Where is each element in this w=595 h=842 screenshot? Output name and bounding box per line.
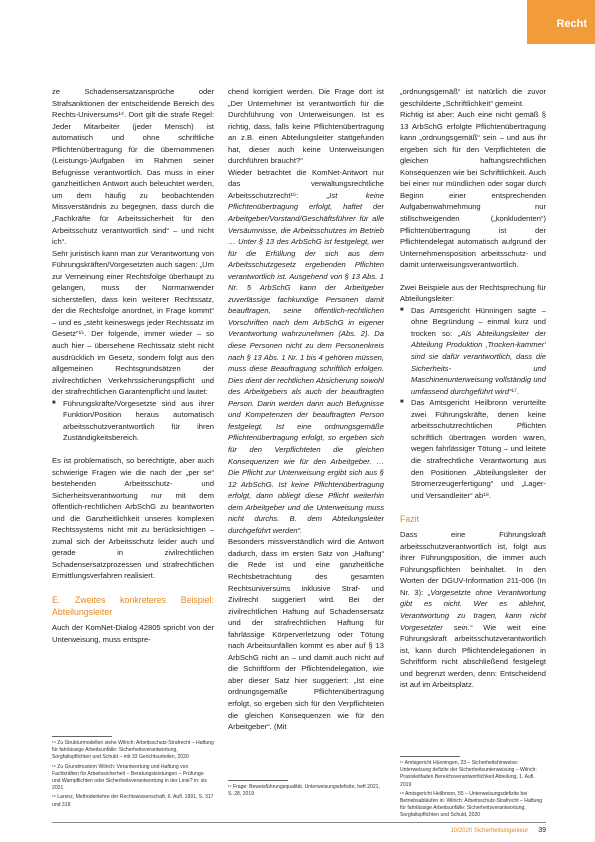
footnote-rule (52, 736, 112, 737)
paragraph: ze Schadensersatzansprüche oder Strafsanktionen der entscheidende Bereich des Rechts-Universums¹⁴. Dort gilt die strafe Regel: Jeder Mitarbeiter (jeder Mensch) ist automatisch und ohne schriftliche Pflichtenübertragung für die übernommenen (Leistungs-)Aufgaben im Rahmen seiner Befugnisse verantwortlich. Das muss in einer ganzheitlichen Antwort auch beleuchtet werden, um dem häufig zu beobachtenden Missverständnis zu begegnen, dass durch die „Fachkräfte für Arbeitssicherheit für den Arbeitsschutz verantwortlich sind“ – und nicht ich“. (52, 87, 214, 247)
bullet-item (400, 305, 546, 397)
paragraph: Besonders missverständlich wird die Antwort dadurch, dass im ersten Satz von „Haftung“ die Rede ist und eine ganzheitliche Rechtsbetrachtung des gesamten Rechtsuniversums inklusive Straf- und Zivilrecht suggeriert wird. Bei der zivilrechtlichen Haftung auf Schadensersatz und der strafrechtlichen Haftung für fahrlässige Körperverletzung oder Tötung nach Arbeitsunfällen kommt es aber auf § 13 ArbSchG nicht an – und damit auch nicht auf die Schriftform der Pflichtendelegation, wie aber dieser Satz hier suggeriert: „Ist eine ordnungsgemäße Pflichtenübertragung erfolgt, so ergeben sich für den Verpflichteten die gleichen Konsequenzen wie für den Arbeitgeber“. (Mit (228, 537, 384, 732)
footer-rule (52, 822, 546, 823)
journal-name: 10/2020 Sicherheitsingenieur (450, 828, 529, 834)
section-heading: Fazit (400, 514, 420, 525)
footnotes-column-2 (228, 784, 384, 800)
text-column-1 (52, 86, 214, 645)
bullet-item: ■ Das Amtsgericht Heilbronn verurteilte zwei Führungskräfte, denen keine arbeitsschutzrechtlichen Pflichten schriftlich übertragen worden waren, wegen fahrlässiger Tötung – und leitete die strafrechtliche Verantwortung aus den Positionen „Abteilungsleiter der Stromerzeugerfertigung“ und „Lager- und Versandleiter“ ab¹⁸. (400, 397, 546, 501)
paragraph: Richtig ist aber: Auch eine nicht gemäß § 13 ArbSchG erfolgte Pflichtenübertragung kann „ordnungsgemäß“ sein – und aus ihr ergeben sich für den Verpflichteten die gleichen haftungsrechtlichen Konsequenzen wie bei Schriftlichkeit. Auch bei einer nur mündlichen oder sogar durch Beginn einer entsprechenden Aufgabenwahrnehmung nur stillschweigenden („konkludenten“) Pflichtenübertragung ist der Pflichtendelegat automatisch aufgrund der Unternehmensposition arbeitsschutz- und damit unterweisungsverantwortlich. (400, 110, 546, 270)
footnote: ¹⁵ Zu Grundmustern Wilrich: Verantwortung und Haftung von Fachkräften für Arbeitssicherheit – Beratungsleistungen – Prüfungs- und Warnpflichten oder Sicherheitsverantwortung in der Linie? in: sis 2021 (52, 763, 207, 792)
footnote: ¹⁴ Zu Strukturmodellen siehe Wilrich: Arbeitsschutz-Strafrecht – Haftung für fahrlässige Arbeitsunfälle: Sicherheitsverantwortung, Sorgfaltspflichten und Schuld – mit 33 Gerichtsurteilen, 2020 (52, 740, 214, 761)
text-column-3 (400, 86, 546, 691)
footnote-rule (400, 756, 460, 757)
footnotes-column-1 (52, 740, 214, 811)
paragraph: Auch der KomNet-Dialog 42805 spricht von der Unterweisung, muss entspre- (52, 622, 214, 644)
quote: „Ist keine Pflichtenübertragung erfolgt, haftet der Arbeitgeber/Vorstand/Geschäftsführer für alle Versäumnisse, die Arbeitsschutzes im Betrieb … Unter § 13 des ArbSchG ist festgelegt, wer für die Erfüllung der sich aus dem Arbeitsschutzgesetz ergebenden Pflichten verantwortlich ist. Ausgehend von § 13 Abs. 1 Nr. 5 ArbSchG kann der Arbeitgeber zuverlässige fachkundige Personen damit beauftragen, seine öffentlich-rechtlichen Vorschriften nach dem ArbSchG in eigener Verantwortung wahrzunehmen (Abs. 2). Da diese Personen nicht zu dem Personenkreis nach § 13 Abs. 1 Nr. 1 bis 4 gehören müssen, muss diese Beauftragung schriftlich erfolgen. Dies dient der rechtlichen Absicherung sowohl des Arbeitgebers als auch der beauftragten Person. Darin werden dann auch Befugnisse und Kompetenzen der beauftragten Person festgelegt. Ist eine ordnungsgemäße Pflichtenübertragung erfolgt, so ergeben sich für den Verpflichteten die gleichen Konsequenzen wie für den Arbeitgeber. … Die Pflicht zur Unterweisung ergibt sich aus § 12 ArbSchG. Ist keine Pflichtenübertragung erfolgt, dann obliegt diese Pflicht weiterhin dem Arbeitgeber und die Unterweisung muss nicht durchs. B. dem Abteilungsleiter durchgeführt werden“. (228, 190, 384, 535)
paragraph: chend korrigiert werden. Die Frage dort ist „Der Unternehmer ist verantwortlich für die Durchführung von Unterweisungen. Ist es richtig, dass, falls keine Pflichtenübertragung an z.B. einen Abteilungsleiter stattgefunden hat, dieser auch keine Unterweisungen durchführen braucht?“ (228, 87, 384, 166)
footnote: ¹⁶ Larenz, Methodenlehre der Rechtswissenschaft, 6. Aufl. 1991, S. 317 und 318 (52, 794, 214, 808)
footnote-rule (228, 780, 288, 781)
paragraph-lead: Wieder betrachtet die KomNet-Antwort nur das verwaltungsrechtliche Arbeitsschutzrecht¹⁶: (228, 167, 384, 200)
section-tab (527, 0, 595, 44)
paragraph: „ordnungsgemäß“ ist natürlich die zuvor geschilderte „Schriftlichkeit“ gemeint. (400, 87, 546, 108)
footnote: ¹⁷ Frage: Beweisführungsqualität, Unterweisungsdefizite, heft 2021, S. 28, 2019 (228, 784, 380, 798)
quote: „Als Abteilungsleiter der Abteilung Produktion ‚Trocken-kammer‘ sind sie dafür verantwortlich, dass die Sicherheits- und Maschinenunterweisung vollständig und umfassend durchgeführt wird“ (411, 328, 546, 396)
footnotes-column-3 (400, 760, 546, 822)
paragraph-tail: Wie weit eine Führungskraft arbeitsschutzverantwortlich ist, kann durch Pflichtendelegationen in Schriftform nicht abschließend festgelegt und begrenzt werden, denn: Entscheidend ist auf im Arbeitsplatz. (400, 622, 546, 690)
quote: „Vorgesetzte ohne Verantwortung gibt es nicht. Wer es ablehnt, Verantwortung zu tragen, kann nicht Vorgesetzter sein.“ (400, 587, 546, 632)
paragraph: Es ist problematisch, so berechtigte, aber auch schwierige Fragen wie die nach der „per se“ bestehenden Arbeitsschutz- und Sicherheitsverantwortung nur mit dem öffentlich-rechtlichen ArbSchG zu beantworten und die Ganzheitlichkeit unseres komplexen Rechtssystems nicht mit zu berücksichtigen – zumal sich der Arbeitsschutz leider auch und gerade in zivilrechtlichen Schadensersatzprozessen und strafrechtlichen Ermittlungsverfahren realisiert. (52, 455, 214, 581)
bullet-lead: Das Amtsgericht Hünningen sagte – ohne Begründung – einmal kurz und trocken so: (411, 305, 546, 338)
paragraph: Zwei Beispiele aus der Rechtsprechung für Abteilungsleiter: (400, 282, 546, 304)
paragraph-lead: Dass eine Führungskraft arbeitsschutzverantwortlich ist, folgt aus ihrer Führungsposition, die immer auch Führungspflichten beinhaltet. In den Worten der DGUV-Information 211-006 (In Nr. 3): (400, 530, 546, 597)
section-label: Recht (556, 18, 587, 30)
footnote: ¹⁸ Amtsgericht Heilbronn, 55 – Unterweisungsdefizite bei Betriebsabläufen in: Wilrich: Arbeitsschutz-Strafrecht – Haftung für fahrlässige Arbeitsunfälle: Sicherheitsverantwortung, Sorgfaltspflichten und Schuld, 2020 (400, 790, 543, 819)
section-heading: E. Zweites konkreteres Beispiel: Abteilungsleiter (52, 594, 214, 617)
text-column-2 (228, 86, 384, 733)
paragraph (228, 167, 384, 537)
bullet-item: ■ Führungskräfte/Vorgesetzte sind aus ihrer Funktion/Position heraus automatisch arbeitsschutzverantwortlich für ihren Zuständigkeitsbereich. (52, 398, 214, 444)
page-number: 39 (538, 827, 546, 834)
paragraph (400, 529, 546, 691)
page-footer (450, 827, 546, 834)
footnote-ref: ¹⁷. (511, 386, 519, 396)
footnote: ¹⁷ Amtsgericht Hünningen, 23 – Sicherheitshinweise: Unterweisung defizite der Sicherheitsunterweisung – Wilrich: Praxisleitfaden Bereichsverantwortlichkeit Abteilung, 1. Aufl. 2019 (400, 760, 537, 788)
paragraph: Sehr juristisch kann man zur Verantwortung von Führungskräften/Vorgesetzten auch sagen: „Um zur Verneinung einer Rechtsfolge überhaupt zu gelangen, muss der Normanwender sicherstellen, dass kein weiterer Rechtssatz, der die Rechtsfolge anordnet, in Frage kommt“ – und es „steht keineswegs jeder Rechtssatz im Gesetz“¹⁵. Der folgende, immer wieder – so auch hier – übersehene Rechtssatz steht nicht ausdrücklich im Gesetz, sondern folgt aus den allgemeinen Rechtsgrundsätzen der zivilrechtlichen Verkehrssicherungspflicht und der strafrechtlichen Garantenpflicht und lautet: (52, 248, 214, 397)
